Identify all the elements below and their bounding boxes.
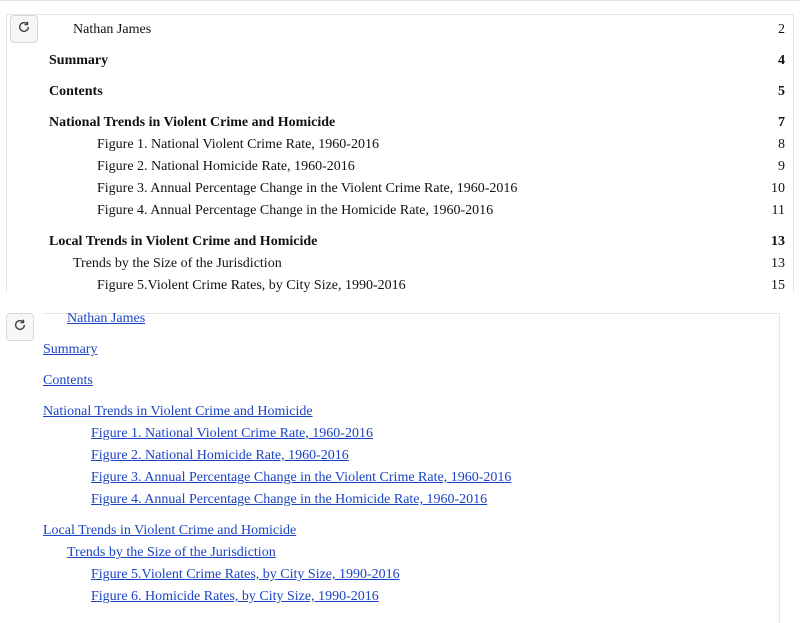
- bottom-toc-pane: [0, 293, 800, 623]
- toc-link[interactable]: Summary: [43, 342, 98, 357]
- toc-row: [7, 178, 793, 200]
- toc-entry-label: National Trends in Violent Crime and Homicide: [49, 115, 336, 130]
- toc-entry-label: Figure 1. National Violent Crime Rate, 1960-2016: [97, 137, 379, 152]
- toc-link[interactable]: Local Trends in Violent Crime and Homicide: [43, 523, 297, 538]
- toc-row: [7, 231, 793, 253]
- toc-document-links: [43, 313, 780, 623]
- toc-page-number: 9: [778, 159, 785, 174]
- toc-row: [7, 50, 793, 72]
- top-divider: [0, 0, 800, 1]
- toc-row: [7, 81, 793, 103]
- toc-row: [7, 19, 793, 41]
- toc-page-number: 13: [771, 256, 785, 271]
- toc-entry-label: Local Trends in Violent Crime and Homicide: [49, 234, 318, 249]
- toc-link-row: [43, 370, 779, 392]
- toc-page-number: 7: [778, 115, 785, 130]
- toc-entry-label: Figure 4. Annual Percentage Change in the Homicide Rate, 1960-2016: [97, 203, 494, 218]
- toc-entry-label: Nathan James: [73, 22, 152, 37]
- toc-page-number: 15: [771, 278, 785, 293]
- toc-row: [7, 253, 793, 275]
- toc-link-row: [43, 339, 779, 361]
- toc-row: [7, 112, 793, 134]
- toc-entry-label: Contents: [49, 84, 103, 99]
- toc-row: [7, 200, 793, 222]
- refresh-icon: [13, 318, 27, 337]
- toc-link-row: [43, 564, 779, 586]
- toc-page-number: 11: [771, 203, 785, 218]
- toc-link-row: [43, 308, 779, 330]
- toc-link[interactable]: Figure 2. National Homicide Rate, 1960-2016: [91, 448, 349, 463]
- toc-row: [7, 156, 793, 178]
- toc-page-number: 5: [778, 84, 785, 99]
- refresh-button-top[interactable]: [10, 15, 38, 43]
- toc-entry-label: Summary: [49, 53, 109, 68]
- toc-link[interactable]: Figure 4. Annual Percentage Change in the Homicide Rate, 1960-2016: [91, 492, 488, 507]
- refresh-button-bottom[interactable]: [6, 313, 34, 341]
- toc-link[interactable]: Figure 3. Annual Percentage Change in the Violent Crime Rate, 1960-2016: [91, 470, 512, 485]
- toc-page-number: 10: [771, 181, 785, 196]
- top-toc-pane: [0, 0, 800, 293]
- toc-link[interactable]: Figure 5.Violent Crime Rates, by City Size, 1990-2016: [91, 567, 400, 582]
- toc-entry-label: Figure 3. Annual Percentage Change in the Violent Crime Rate, 1960-2016: [97, 181, 518, 196]
- toc-entry-label: Figure 5.Violent Crime Rates, by City Size, 1990-2016: [97, 278, 406, 293]
- toc-link[interactable]: Nathan James: [67, 311, 146, 326]
- toc-link[interactable]: National Trends in Violent Crime and Homicide: [43, 404, 313, 419]
- refresh-icon: [17, 20, 31, 39]
- toc-page-number: 2: [778, 22, 785, 37]
- toc-link-row: [43, 520, 779, 542]
- toc-link[interactable]: Contents: [43, 373, 93, 388]
- toc-entry-label: Trends by the Size of the Jurisdiction: [73, 256, 282, 271]
- toc-link[interactable]: Figure 6. Homicide Rates, by City Size, 1990-2016: [91, 589, 379, 604]
- toc-link-row: [43, 401, 779, 423]
- toc-link-row: [43, 586, 779, 608]
- toc-link-row: [43, 445, 779, 467]
- toc-page-number: 8: [778, 137, 785, 152]
- toc-link-row: [43, 467, 779, 489]
- toc-link[interactable]: Trends by the Size of the Jurisdiction: [67, 545, 276, 560]
- toc-page-number: 13: [771, 234, 785, 249]
- toc-page-number: 4: [778, 53, 785, 68]
- toc-link-row: [43, 489, 779, 511]
- toc-row: [7, 134, 793, 156]
- toc-document-formatted: [6, 14, 794, 293]
- toc-link-row: [43, 423, 779, 445]
- toc-row: [7, 275, 793, 293]
- toc-link-row: [43, 542, 779, 564]
- toc-entry-label: Figure 2. National Homicide Rate, 1960-2016: [97, 159, 355, 174]
- toc-link[interactable]: Figure 1. National Violent Crime Rate, 1960-2016: [91, 426, 373, 441]
